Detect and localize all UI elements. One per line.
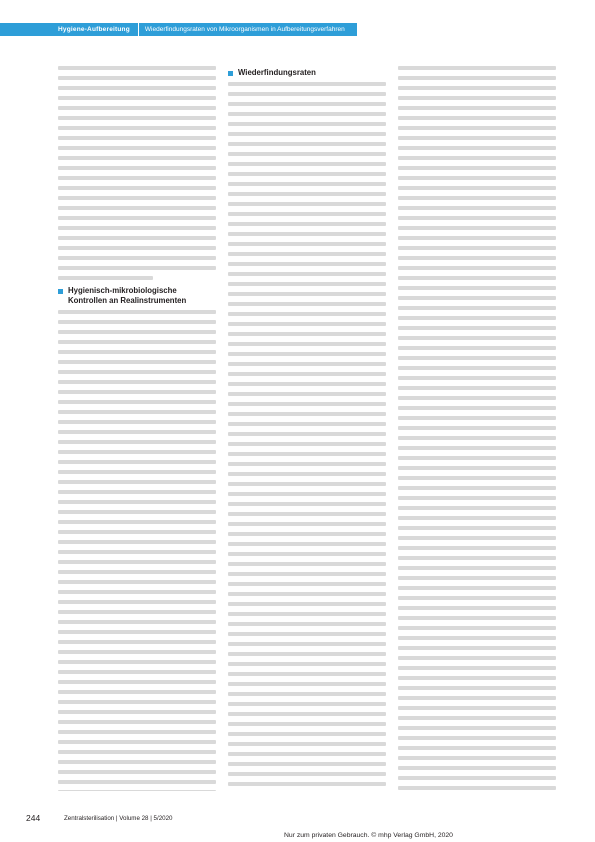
section-heading-text: Wiederfindungsraten (238, 68, 316, 77)
section-heading (58, 286, 216, 306)
section-marker-icon (58, 289, 63, 294)
text-placeholder (58, 310, 216, 791)
text-placeholder (398, 66, 556, 791)
journal-reference: Zentralsterilisation | Volume 28 | 5/2020 (64, 815, 173, 822)
text-placeholder (58, 66, 216, 280)
page-number: 244 (26, 813, 41, 823)
section-heading-text: Hygienisch-mikrobiologische Kontrollen an Realinstrumenten (68, 286, 187, 305)
column-2 (228, 66, 386, 791)
header-title: Wiederfindungsraten von Mikroorganismen in Aufbereitungsverfahren (138, 23, 357, 36)
column-3 (398, 66, 556, 791)
copyright-notice: Nur zum privaten Gebrauch. © mhp Verlag GmbH, 2020 (284, 832, 453, 839)
section-heading (228, 68, 386, 78)
section-marker-icon (228, 71, 233, 76)
text-placeholder (228, 82, 386, 791)
header-tag: Hygiene-Aufbereitung (0, 23, 138, 36)
running-header (0, 23, 357, 36)
column-1 (58, 66, 216, 791)
